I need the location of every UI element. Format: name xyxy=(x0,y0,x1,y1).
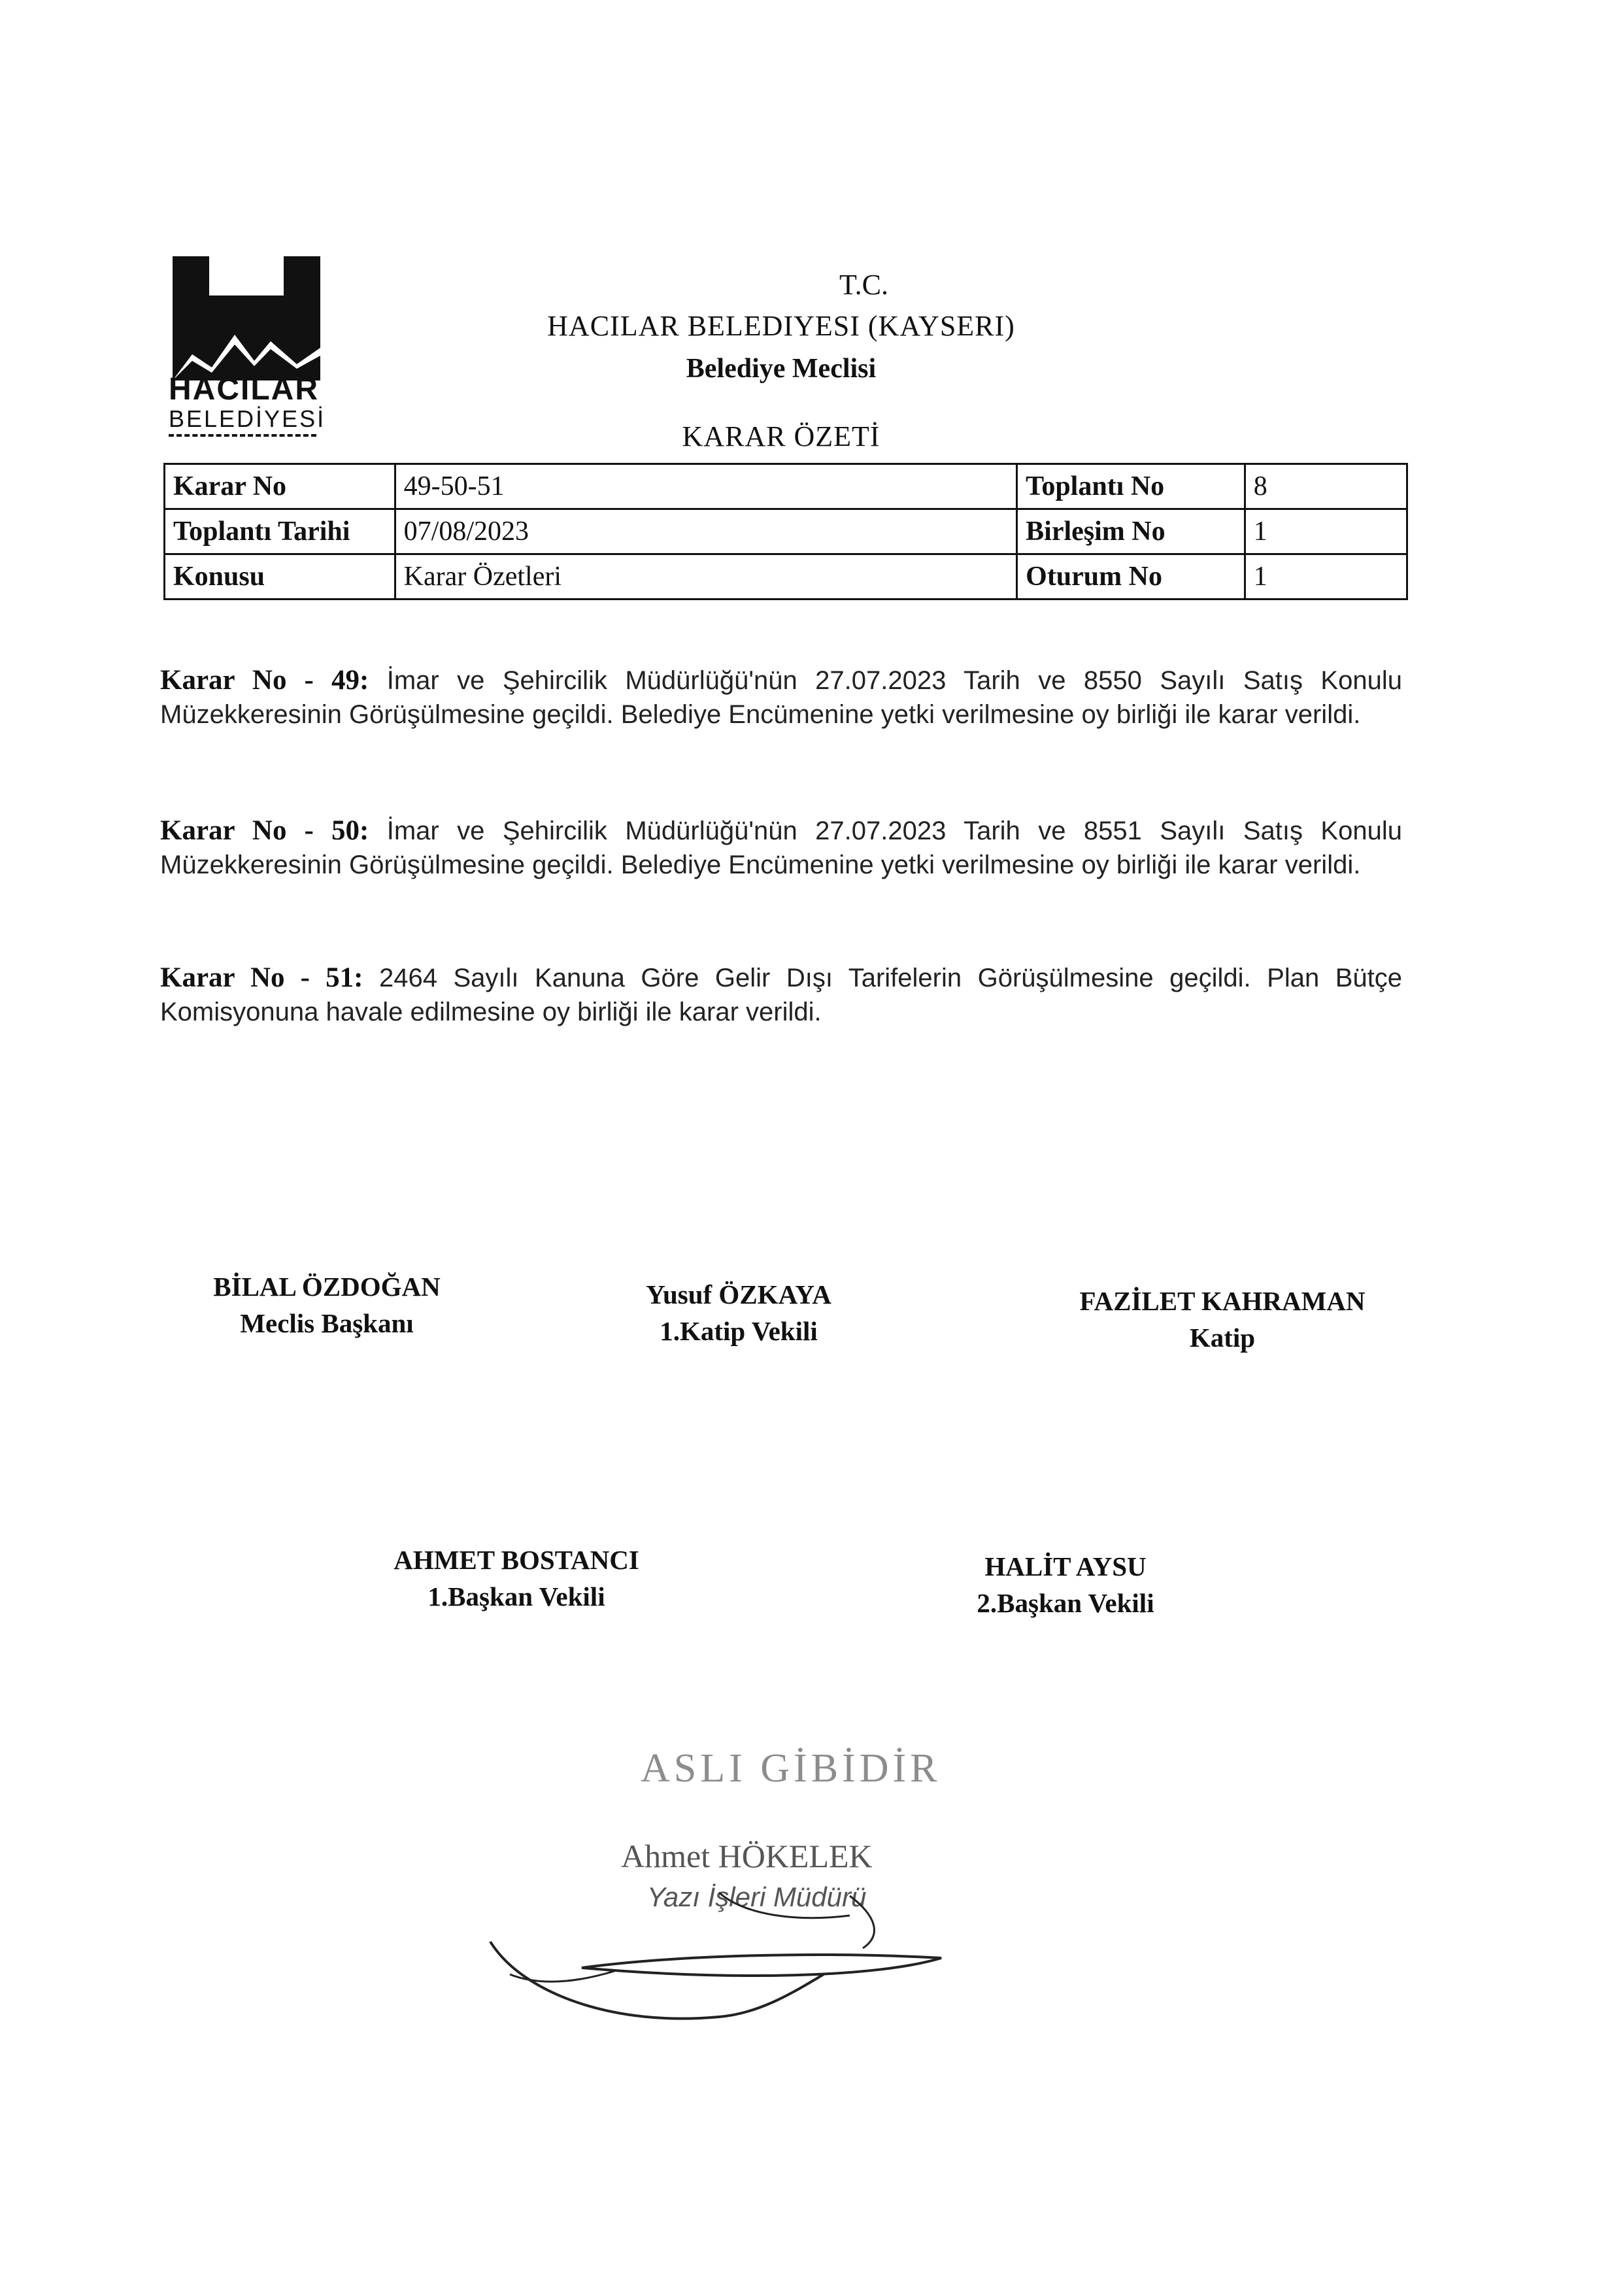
table-row xyxy=(165,464,1407,509)
signatory-name: FAZİLET KAHRAMAN xyxy=(1079,1286,1366,1316)
signatory-name: HALİT AYSU xyxy=(984,1551,1147,1581)
handwritten-signature-icon xyxy=(484,1719,954,2033)
signatory-name: BİLAL ÖZDOĞAN xyxy=(213,1272,441,1302)
table-row xyxy=(165,554,1407,599)
stamp-text: ASLI GİBİDİR xyxy=(641,1746,941,1791)
cell-label: Karar No xyxy=(165,464,395,509)
signatory-vice-president-2 xyxy=(915,1548,1216,1621)
decision-text: İmar ve Şehircilik Müdürlüğü'nün 27.07.2023 Tarih ve 8551 Sayılı Satış Konulu Müzekkeresinin Görüşülmesine geçildi. Belediye Encümenine yetki verilmesine oy birliği ile karar verildi. xyxy=(160,817,1402,879)
cell-value: 1 xyxy=(1245,509,1407,554)
cell-value: Karar Özetleri xyxy=(395,554,1017,599)
table-row xyxy=(165,509,1407,554)
decision-label: Karar No - 49: xyxy=(160,665,369,696)
signatory-role: 2.Başkan Vekili xyxy=(977,1588,1154,1618)
cell-value: 07/08/2023 xyxy=(395,509,1017,554)
signatory-role: Katip xyxy=(1189,1323,1256,1353)
stamp-name: Ahmet HÖKELEK xyxy=(621,1838,873,1874)
logo-subname: BELEDİYESİ xyxy=(169,405,326,432)
decision-51 xyxy=(160,961,1402,1029)
cell-label: Oturum No xyxy=(1017,554,1245,599)
header-tc: T.C. xyxy=(839,269,888,301)
cell-value: 49-50-51 xyxy=(395,464,1017,509)
signatory-vice-president-1 xyxy=(366,1542,667,1615)
signatory-name: AHMET BOSTANCI xyxy=(394,1545,639,1575)
signatory-role: Meclis Başkanı xyxy=(240,1308,414,1338)
certification-stamp xyxy=(484,1719,954,2033)
decision-text: 2464 Sayılı Kanuna Göre Gelir Dışı Tarifelerin Görüşülmesine geçildi. Plan Bütçe Komisyonuna havale edilmesine oy birliği ile karar verildi. xyxy=(160,964,1402,1026)
decision-50 xyxy=(160,814,1402,882)
signatory-name: Yusuf ÖZKAYA xyxy=(646,1279,831,1309)
signatory-role: 1.Katip Vekili xyxy=(660,1316,818,1346)
cell-value: 1 xyxy=(1245,554,1407,599)
cell-label: Konusu xyxy=(165,554,395,599)
document-title: KARAR ÖZETİ xyxy=(682,420,880,452)
cell-label: Birleşim No xyxy=(1017,509,1245,554)
decision-label: Karar No - 50: xyxy=(160,815,369,846)
signatory-clerk-deputy xyxy=(588,1276,889,1349)
decision-49 xyxy=(160,664,1402,732)
signatory-role: 1.Başkan Vekili xyxy=(428,1581,605,1612)
signatory-council-president xyxy=(190,1268,464,1342)
stamp-title: Yazı İşleri Müdürü xyxy=(647,1882,867,1912)
meeting-info-table xyxy=(163,463,1408,600)
logo-name: HACILAR xyxy=(169,372,319,407)
cell-label: Toplantı Tarihi xyxy=(165,509,395,554)
decision-text: İmar ve Şehircilik Müdürlüğü'nün 27.07.2023 Tarih ve 8550 Sayılı Satış Konulu Müzekkeresinin Görüşülmesine geçildi. Belediye Encümenine yetki verilmesine oy birliği ile karar verildi. xyxy=(160,666,1402,729)
signatory-clerk xyxy=(1052,1283,1392,1356)
cell-value: 8 xyxy=(1245,464,1407,509)
decision-label: Karar No - 51: xyxy=(160,962,363,993)
cell-label: Toplantı No xyxy=(1017,464,1245,509)
header-council: Belediye Meclisi xyxy=(686,354,877,384)
header-municipality: HACILAR BELEDIYESI (KAYSERI) xyxy=(547,310,1015,342)
